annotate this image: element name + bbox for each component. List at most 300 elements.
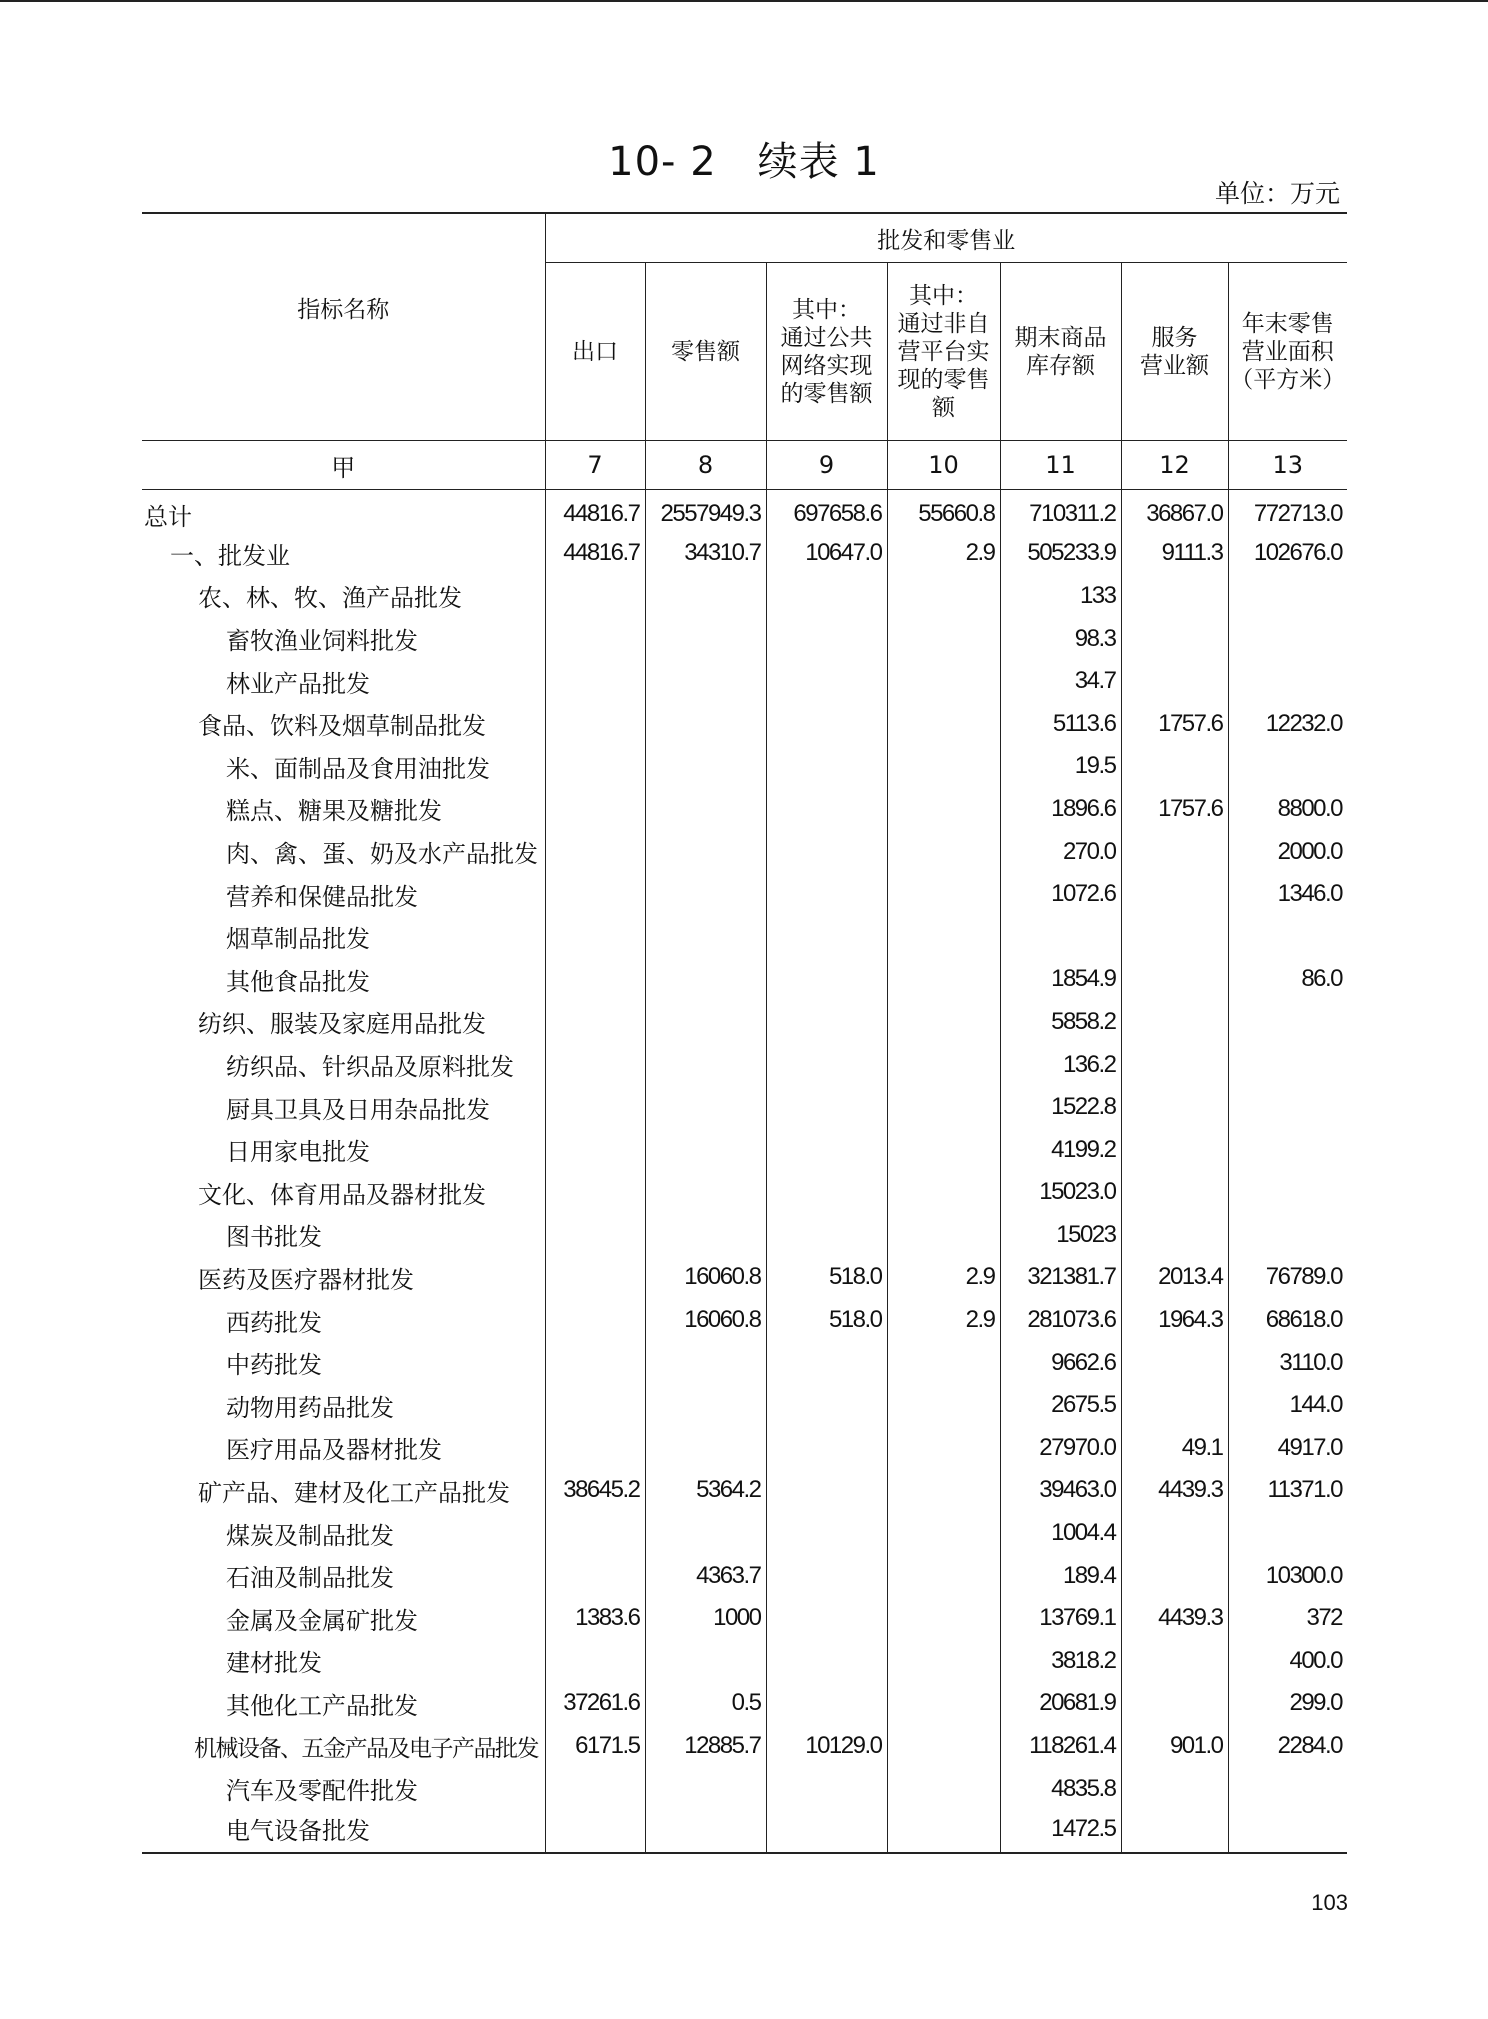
table-row (142, 745, 1347, 788)
column-number: 12 (1121, 441, 1228, 490)
value-cell: 133 (1000, 575, 1121, 618)
value-cell (545, 1341, 645, 1384)
top-border-line (0, 0, 1488, 2)
value-cell (545, 1001, 645, 1044)
value-cell: 1896.6 (1000, 788, 1121, 831)
row-label: 林业产品批发 (226, 669, 370, 698)
value-cell: 34.7 (1000, 660, 1121, 703)
value-cell (887, 1554, 1000, 1597)
value-cell (1121, 1384, 1228, 1427)
value-cell (645, 702, 766, 745)
value-cell (1121, 660, 1228, 703)
value-cell (545, 660, 645, 703)
column-header: 零售额 (645, 263, 766, 441)
value-cell: 44816.7 (545, 532, 645, 575)
value-cell (887, 1001, 1000, 1044)
value-cell (887, 1214, 1000, 1257)
value-cell (645, 1043, 766, 1086)
row-label: 米、面制品及食用油批发 (226, 754, 490, 783)
value-cell: 19.5 (1000, 745, 1121, 788)
value-cell: 118261.4 (1000, 1725, 1121, 1768)
row-label: 烟草制品批发 (226, 925, 370, 954)
value-cell (1228, 1512, 1347, 1555)
value-cell: 2557949.3 (645, 490, 766, 533)
value-cell: 4439.3 (1121, 1597, 1228, 1640)
table-row (142, 1341, 1347, 1384)
value-cell (1121, 958, 1228, 1001)
value-cell (887, 1725, 1000, 1768)
row-label: 西药批发 (226, 1308, 322, 1337)
value-cell (887, 1512, 1000, 1555)
value-cell: 1383.6 (545, 1597, 645, 1640)
column-number: 7 (545, 441, 645, 490)
table-row (142, 1171, 1347, 1214)
value-cell (766, 1767, 887, 1810)
value-cell: 0.5 (645, 1682, 766, 1725)
value-cell (645, 1341, 766, 1384)
column-header: 其中： 通过非自 营平台实 现的零售 额 (887, 263, 1000, 441)
value-cell (645, 1171, 766, 1214)
value-cell: 518.0 (766, 1256, 887, 1299)
value-cell: 9662.6 (1000, 1341, 1121, 1384)
value-cell (887, 1640, 1000, 1683)
value-cell (545, 1128, 645, 1171)
value-cell (1228, 1810, 1347, 1853)
value-cell (1121, 1767, 1228, 1810)
value-cell (645, 1512, 766, 1555)
value-cell: 2000.0 (1228, 830, 1347, 873)
value-cell (645, 788, 766, 831)
value-cell (545, 1256, 645, 1299)
value-cell (1121, 915, 1228, 958)
value-cell (766, 660, 887, 703)
value-cell (1228, 660, 1347, 703)
row-label: 肉、禽、蛋、奶及水产品批发 (226, 840, 538, 869)
table-row (142, 1469, 1347, 1512)
row-label: 机械设备、五金产品及电子产品批发 (194, 1735, 538, 1762)
column-number: 13 (1228, 441, 1347, 490)
group-header: 批发和零售业 (545, 213, 1347, 263)
value-cell (545, 1427, 645, 1470)
value-cell (1121, 617, 1228, 660)
table-row (142, 1043, 1347, 1086)
value-cell (766, 575, 887, 618)
table-row (142, 1725, 1347, 1768)
value-cell (766, 1043, 887, 1086)
value-cell (766, 1384, 887, 1427)
value-cell (766, 873, 887, 916)
value-cell (766, 1597, 887, 1640)
value-cell (545, 1043, 645, 1086)
table-row (142, 1256, 1347, 1299)
row-label: 汽车及零配件批发 (226, 1777, 418, 1806)
value-cell (645, 660, 766, 703)
value-cell: 11371.0 (1228, 1469, 1347, 1512)
value-cell (1121, 1086, 1228, 1129)
statistics-table (142, 212, 1347, 1854)
value-cell (1228, 745, 1347, 788)
value-cell: 98.3 (1000, 617, 1121, 660)
row-label: 其他食品批发 (226, 967, 370, 996)
value-cell: 102676.0 (1228, 532, 1347, 575)
value-cell: 36867.0 (1121, 490, 1228, 533)
value-cell (766, 1640, 887, 1683)
value-cell: 4199.2 (1000, 1128, 1121, 1171)
value-cell (1228, 1128, 1347, 1171)
table-row (142, 1810, 1347, 1853)
row-label: 厨具卫具及日用杂品批发 (226, 1095, 490, 1124)
row-label: 电气设备批发 (142, 1810, 545, 1853)
value-cell: 3110.0 (1228, 1341, 1347, 1384)
table-row (142, 660, 1347, 703)
row-label: 医疗用品及器材批发 (226, 1436, 442, 1465)
value-cell (645, 915, 766, 958)
column-number: 11 (1000, 441, 1121, 490)
row-label: 糕点、糖果及糖批发 (226, 797, 442, 826)
value-cell: 1072.6 (1000, 873, 1121, 916)
value-cell: 299.0 (1228, 1682, 1347, 1725)
value-cell: 144.0 (1228, 1384, 1347, 1427)
value-cell (1228, 1214, 1347, 1257)
value-cell (545, 1171, 645, 1214)
value-cell: 5364.2 (645, 1469, 766, 1512)
value-cell (545, 958, 645, 1001)
unit-label: 单位：万元 (1214, 179, 1340, 208)
value-cell: 2013.4 (1121, 1256, 1228, 1299)
value-cell (545, 1384, 645, 1427)
value-cell: 37261.6 (545, 1682, 645, 1725)
value-cell: 44816.7 (545, 490, 645, 533)
value-cell (887, 1469, 1000, 1512)
value-cell: 76789.0 (1228, 1256, 1347, 1299)
value-cell (766, 958, 887, 1001)
value-cell: 1000 (645, 1597, 766, 1640)
row-label: 石油及制品批发 (226, 1564, 394, 1593)
value-cell: 136.2 (1000, 1043, 1121, 1086)
value-cell (887, 1682, 1000, 1725)
value-cell (887, 702, 1000, 745)
value-cell (766, 788, 887, 831)
value-cell (766, 745, 887, 788)
value-cell (1121, 1171, 1228, 1214)
value-cell (1121, 745, 1228, 788)
value-cell (1121, 830, 1228, 873)
row-label: 农、林、牧、渔产品批发 (198, 584, 462, 613)
value-cell (887, 1086, 1000, 1129)
row-label: 其他化工产品批发 (226, 1691, 418, 1720)
value-cell (545, 915, 645, 958)
value-cell (1121, 1128, 1228, 1171)
value-cell (545, 1299, 645, 1342)
value-cell: 55660.8 (887, 490, 1000, 533)
value-cell (766, 915, 887, 958)
value-cell: 4917.0 (1228, 1427, 1347, 1470)
value-cell (645, 575, 766, 618)
row-label: 矿产品、建材及化工产品批发 (198, 1478, 510, 1507)
value-cell: 281073.6 (1000, 1299, 1121, 1342)
value-cell (766, 1554, 887, 1597)
value-cell: 12232.0 (1228, 702, 1347, 745)
value-cell (887, 1128, 1000, 1171)
value-cell (887, 915, 1000, 958)
value-cell: 1854.9 (1000, 958, 1121, 1001)
column-header: 出口 (545, 263, 645, 441)
table-row (142, 1086, 1347, 1129)
table-row (142, 1682, 1347, 1725)
value-cell: 10647.0 (766, 532, 887, 575)
value-cell: 34310.7 (645, 532, 766, 575)
row-number-header: 甲 (142, 441, 545, 490)
row-label: 总计 (144, 502, 192, 531)
value-cell: 400.0 (1228, 1640, 1347, 1683)
value-cell (645, 1384, 766, 1427)
value-cell (887, 1171, 1000, 1214)
value-cell (1228, 575, 1347, 618)
value-cell: 2675.5 (1000, 1384, 1121, 1427)
value-cell: 697658.6 (766, 490, 887, 533)
table-row (142, 1128, 1347, 1171)
value-cell: 86.0 (1228, 958, 1347, 1001)
value-cell (545, 1767, 645, 1810)
value-cell (645, 1128, 766, 1171)
row-label: 文化、体育用品及器材批发 (198, 1180, 486, 1209)
row-label: 日用家电批发 (226, 1138, 370, 1167)
row-label: 图书批发 (226, 1223, 322, 1252)
value-cell (645, 1001, 766, 1044)
value-cell (887, 1597, 1000, 1640)
value-cell (1121, 575, 1228, 618)
value-cell (545, 1512, 645, 1555)
row-label: 一、批发业 (170, 541, 290, 570)
value-cell (887, 873, 1000, 916)
value-cell (545, 1554, 645, 1597)
value-cell (1121, 873, 1228, 916)
value-cell: 1757.6 (1121, 788, 1228, 831)
row-label: 金属及金属矿批发 (226, 1606, 418, 1635)
value-cell (545, 873, 645, 916)
table-row (142, 873, 1347, 916)
table-row (142, 617, 1347, 660)
value-cell: 13769.1 (1000, 1597, 1121, 1640)
column-header: 年末零售 营业面积 （平方米） (1228, 263, 1347, 441)
page-title: 10- 2 续表 1 (608, 139, 880, 185)
value-cell (766, 1427, 887, 1470)
value-cell (1121, 1640, 1228, 1683)
value-cell (766, 1086, 887, 1129)
value-cell (645, 873, 766, 916)
table-row (142, 1640, 1347, 1683)
value-cell (645, 745, 766, 788)
row-label: 纺织品、针织品及原料批发 (226, 1053, 514, 1082)
row-label: 畜牧渔业饲料批发 (226, 627, 418, 656)
value-cell: 10300.0 (1228, 1554, 1347, 1597)
value-cell (887, 1341, 1000, 1384)
value-cell (545, 1214, 645, 1257)
value-cell: 15023.0 (1000, 1171, 1121, 1214)
table-row (142, 1554, 1347, 1597)
value-cell (1121, 1214, 1228, 1257)
value-cell: 38645.2 (545, 1469, 645, 1512)
column-number: 8 (645, 441, 766, 490)
column-number: 9 (766, 441, 887, 490)
value-cell (545, 1810, 645, 1853)
value-cell: 1522.8 (1000, 1086, 1121, 1129)
value-cell: 1757.6 (1121, 702, 1228, 745)
value-cell (1228, 1001, 1347, 1044)
value-cell (766, 830, 887, 873)
value-cell (545, 617, 645, 660)
value-cell (1121, 1810, 1228, 1853)
table-row (142, 958, 1347, 1001)
value-cell (545, 575, 645, 618)
row-label: 营养和保健品批发 (226, 882, 418, 911)
row-label: 纺织、服装及家庭用品批发 (198, 1010, 486, 1039)
value-cell: 15023 (1000, 1214, 1121, 1257)
value-cell (1228, 1171, 1347, 1214)
value-cell: 3818.2 (1000, 1640, 1121, 1683)
value-cell: 518.0 (766, 1299, 887, 1342)
value-cell: 2284.0 (1228, 1725, 1347, 1768)
value-cell (645, 958, 766, 1001)
value-cell: 68618.0 (1228, 1299, 1347, 1342)
value-cell (645, 1214, 766, 1257)
value-cell (545, 745, 645, 788)
table-row (142, 1427, 1347, 1470)
value-cell (1228, 1043, 1347, 1086)
value-cell (766, 1214, 887, 1257)
value-cell (766, 1001, 887, 1044)
value-cell (887, 830, 1000, 873)
value-cell: 2.9 (887, 532, 1000, 575)
value-cell: 5113.6 (1000, 702, 1121, 745)
value-cell (1000, 915, 1121, 958)
value-cell (1121, 1554, 1228, 1597)
value-cell: 1004.4 (1000, 1512, 1121, 1555)
column-header: 期末商品 库存额 (1000, 263, 1121, 441)
value-cell (545, 1640, 645, 1683)
table-row (142, 1384, 1347, 1427)
value-cell: 270.0 (1000, 830, 1121, 873)
value-cell (545, 702, 645, 745)
value-cell: 16060.8 (645, 1299, 766, 1342)
value-cell (887, 788, 1000, 831)
table-row (142, 1001, 1347, 1044)
value-cell: 27970.0 (1000, 1427, 1121, 1470)
value-cell (645, 617, 766, 660)
value-cell (766, 702, 887, 745)
row-label: 医药及医疗器材批发 (198, 1265, 414, 1294)
value-cell (645, 1810, 766, 1853)
row-label: 中药批发 (226, 1351, 322, 1380)
value-cell: 2.9 (887, 1256, 1000, 1299)
value-cell: 321381.7 (1000, 1256, 1121, 1299)
value-cell: 20681.9 (1000, 1682, 1121, 1725)
table-row (142, 788, 1347, 831)
value-cell: 12885.7 (645, 1725, 766, 1768)
value-cell: 5858.2 (1000, 1001, 1121, 1044)
value-cell: 1964.3 (1121, 1299, 1228, 1342)
value-cell (887, 1384, 1000, 1427)
column-header: 其中： 通过公共 网络实现 的零售额 (766, 263, 887, 441)
value-cell (645, 830, 766, 873)
table-row (142, 830, 1347, 873)
value-cell: 4439.3 (1121, 1469, 1228, 1512)
value-cell: 372 (1228, 1597, 1347, 1640)
column-header: 服务 营业额 (1121, 263, 1228, 441)
value-cell (887, 1043, 1000, 1086)
table-row (142, 490, 1347, 533)
value-cell: 1346.0 (1228, 873, 1347, 916)
table-row (142, 532, 1347, 575)
value-cell: 4363.7 (645, 1554, 766, 1597)
value-cell (766, 617, 887, 660)
value-cell (766, 1341, 887, 1384)
table-row (142, 1214, 1347, 1257)
value-cell (766, 1469, 887, 1512)
value-cell: 49.1 (1121, 1427, 1228, 1470)
table-row (142, 575, 1347, 618)
value-cell (545, 830, 645, 873)
value-cell (1121, 1341, 1228, 1384)
value-cell (1228, 1767, 1347, 1810)
value-cell (887, 660, 1000, 703)
value-cell (887, 958, 1000, 1001)
value-cell (645, 1640, 766, 1683)
value-cell: 901.0 (1121, 1725, 1228, 1768)
value-cell (545, 1086, 645, 1129)
value-cell: 8800.0 (1228, 788, 1347, 831)
value-cell (887, 1427, 1000, 1470)
row-header: 指标名称 (297, 296, 390, 323)
value-cell (1121, 1512, 1228, 1555)
value-cell (645, 1427, 766, 1470)
value-cell (766, 1171, 887, 1214)
value-cell: 9111.3 (1121, 532, 1228, 575)
value-cell: 772713.0 (1228, 490, 1347, 533)
table-row (142, 1767, 1347, 1810)
value-cell (887, 1810, 1000, 1853)
row-label: 食品、饮料及烟草制品批发 (198, 712, 486, 741)
value-cell (1228, 915, 1347, 958)
table-row (142, 1299, 1347, 1342)
row-label: 建材批发 (226, 1649, 322, 1678)
value-cell (766, 1682, 887, 1725)
table-row (142, 915, 1347, 958)
value-cell: 39463.0 (1000, 1469, 1121, 1512)
table-row (142, 1512, 1347, 1555)
value-cell: 1472.5 (1000, 1810, 1121, 1853)
value-cell (1121, 1682, 1228, 1725)
value-cell (1121, 1001, 1228, 1044)
value-cell: 4835.8 (1000, 1767, 1121, 1810)
value-cell (1121, 1043, 1228, 1086)
row-label: 煤炭及制品批发 (226, 1521, 394, 1550)
value-cell (887, 745, 1000, 788)
table-row (142, 1597, 1347, 1640)
value-cell (766, 1810, 887, 1853)
table-row (142, 702, 1347, 745)
value-cell (545, 788, 645, 831)
value-cell (1228, 1086, 1347, 1129)
value-cell (887, 617, 1000, 660)
value-cell: 6171.5 (545, 1725, 645, 1768)
value-cell (645, 1767, 766, 1810)
row-label: 动物用药品批发 (226, 1393, 394, 1422)
value-cell (645, 1086, 766, 1129)
value-cell: 16060.8 (645, 1256, 766, 1299)
value-cell (766, 1512, 887, 1555)
value-cell: 189.4 (1000, 1554, 1121, 1597)
